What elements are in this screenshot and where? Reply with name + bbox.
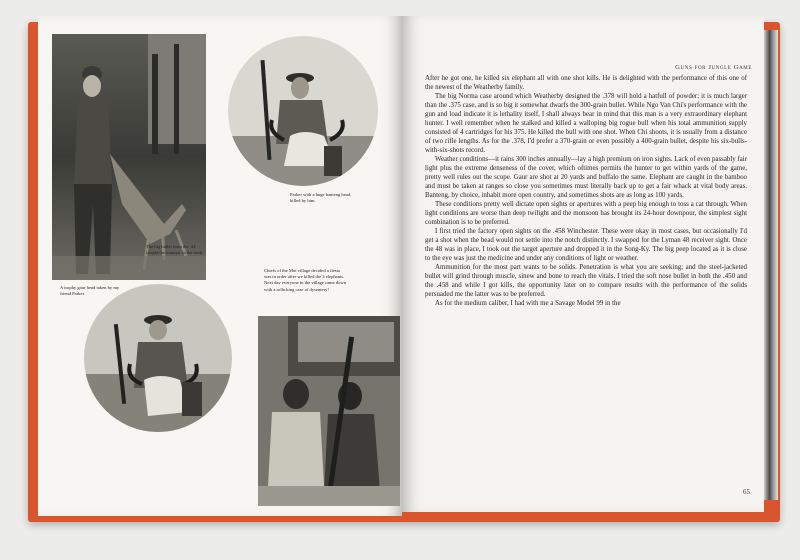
photo-parker-banteng xyxy=(228,36,378,186)
caption-chiefs: Chiefs of the Moi village decided a fiesta was in order after we killed the 3 elephants. Next day everyone in the village came down with a rollicking case of dysentery! xyxy=(264,268,347,292)
paragraph: As for the medium caliber, I had with me a Savage Model 99 in the xyxy=(435,300,621,308)
photo-gaur-trophy xyxy=(84,284,232,432)
body-text xyxy=(425,74,747,308)
caption-gaur: A trophy gaur head taken by my friend Parker. xyxy=(60,285,120,297)
left-page xyxy=(38,16,402,516)
paragraph: Ammunition for the most part wants to be solids. Penetration is what you are seeking; and the steel-jacketed bullet will grind through muscle, sinew and bone to reach the vitals. I tried the soft nose bullet in both the .450 and the .458 and while I got kills, the opportunity later on to compare results with the performance of the solids persuaded me the latter was to be preferred. xyxy=(425,264,747,299)
running-head: Guns for Jungle Game xyxy=(675,64,752,71)
paragraph: Weather conditions—it rains 300 inches annually—lay a high premium on iron sights. Lack of even passably fair light plus the extreme denseness of the cover, which oftimes permits the hunter to get within yards of the game, pretty well rules out the scope. Gaur are shot at 20 yards and buffalo the same. Elephant are caught in the bamboo and must be taken at ranges so close you sometimes must literally back up to get a fair whack at vital body areas. Banteng, by choice, inhabit more open country, and sometimes shots are as long as 100 yards. xyxy=(425,156,747,200)
page-number: 65 xyxy=(743,488,750,496)
paragraph: After he got one, he killed six elephant all with one shot kills. He is delighted with the performance of this one of the newest of the Weatherby family. xyxy=(425,75,747,92)
paragraph: I first tried the factory open sights on the .458 Winchester. These were okay in most cases, but occasionally I'd get a shot when the bead would not settle into the notch distinctly. I swapped for the Lyman 48 receiver sight. Once the 48 was in place, I took out the target aperture and dropped it in the Song-Ky. The big peep located as it is close to the eye was just the medicine and under any conditions of light or weather. xyxy=(425,228,747,263)
next-page-edge xyxy=(764,30,778,500)
caption-parker: Parker with a huge banteng head, killed by him. xyxy=(290,192,352,204)
photo-moi-chiefs xyxy=(258,316,400,506)
paragraph: These conditions pretty well dictate open sights or apertures with a peep big enough to toss a cat through. When light conditions are worse than deep twilight and the monsoon has brought its 24-hour downpour, the simplest sight combination is to be preferred. xyxy=(425,201,747,227)
paragraph: The big Norma case around which Weatherby designed the .378 will hold a hatfull of powder; it is much larger than the .375 case, and is so big it somewhat dwarfs the 300-grain bullet. While Ngo Van Chi's performance with the gun and load indicate it is lethality itself, I shall always bear in mind that this man is a very extraordinary elephant hunter. I well remember when he stalked and killed a walloping big rogue bull when his total ammunition supply consisted of 4 cartridges for his 375. He killed the bull with one shot. When Chi shoots, it is usually from a distance of two rifle lengths. As for the .378, I'd prefer a 370-grain or even possibly a 400-grain bullet, despite his six-bulls-with-six-shots record. xyxy=(425,93,747,155)
caption-deer: The big bullet from the .44 caught the muntjac in the neck. xyxy=(146,244,204,256)
